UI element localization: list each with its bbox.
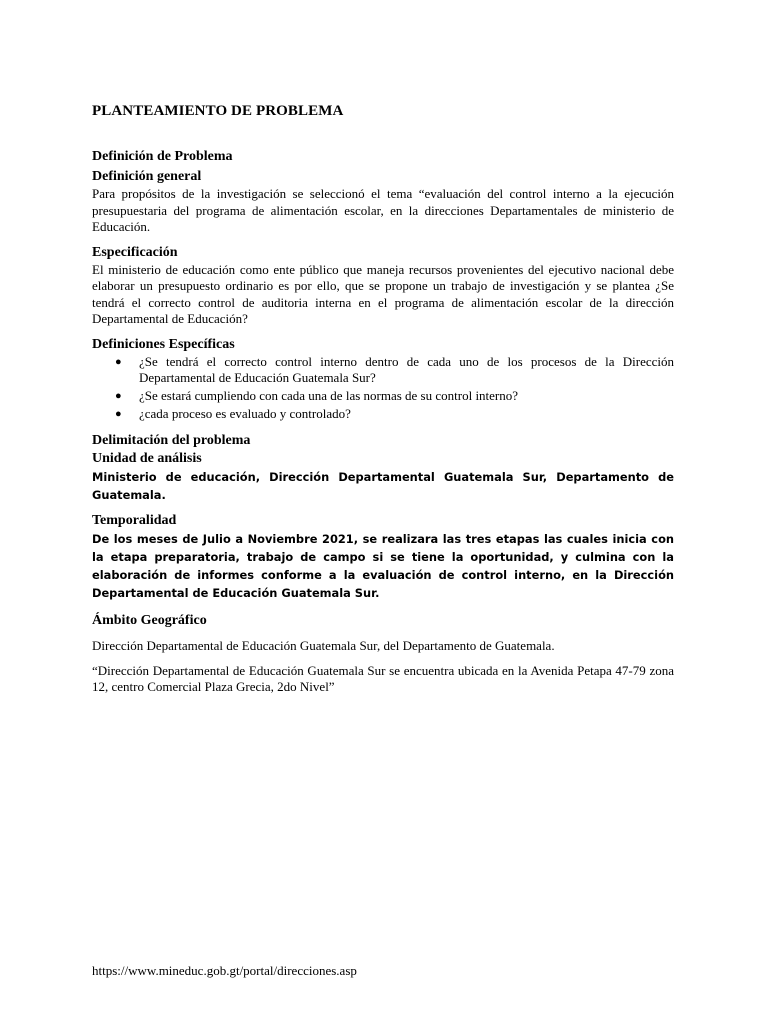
bullet-icon: ● (115, 390, 122, 402)
subheading-definiciones-especificas: Definiciones Específicas (92, 336, 235, 352)
list-item-text: ¿cada proceso es evaluado y controlado? (139, 406, 351, 421)
paragraph-unidad-analisis: Ministerio de educación, Dirección Departamental Guatemala Sur, Departamento de Guatemala. (92, 470, 674, 502)
paragraph-especificacion: El ministerio de educación como ente público que maneja recursos provenientes del ejecutivo nacional debe elaborar un presupuesto ordinario es por ello, que se propone un trabajo de investigación y se plantea ¿Se tendrá el correcto control de auditoria interna en el programa de alimentación escolar de la dirección Departamental de Educación? (92, 261, 674, 326)
page-title: PLANTEAMIENTO DE PROBLEMA (92, 103, 344, 119)
paragraph-ambito-1: Dirección Departamental de Educación Guatemala Sur, del Departamento de Guatemala. (92, 638, 555, 653)
section-heading-definicion-problema: Definición de Problema (92, 149, 233, 164)
paragraph-definicion-general: Para propósitos de la investigación se seleccionó el tema “evaluación del control interno a la ejecución presupuestaria del programa de alimentación escolar, en la direcciones Departamentales de ministerio de Educación. (92, 186, 674, 234)
subheading-delimitacion: Delimitación del problema (92, 433, 251, 448)
subheading-ambito-geografico: Ámbito Geográfico (92, 613, 207, 628)
list-item-text: ¿Se tendrá el correcto control interno dentro de cada uno de los procesos de la Dirección Departamental de Educación Guatemala Sur? (139, 353, 674, 385)
subheading-unidad-analisis: Unidad de análisis (92, 451, 202, 466)
document-body (92, 101, 674, 696)
paragraph-temporalidad: De los meses de Julio a Noviembre 2021, se realizara las tres etapas las cuales inicia con la etapa preparatoria, trabajo de campo si se tiene la oportunidad, y culmina con la elaboración de informes conforme a la evaluación de control interno, en la Dirección Departamental de Educación Guatemala Sur. (92, 532, 674, 600)
bullet-icon: ● (115, 355, 122, 368)
subheading-especificacion: Especificación (92, 244, 178, 260)
list-item (92, 354, 674, 387)
paragraph-ambito-2: “Dirección Departamental de Educación Guatemala Sur se encuentra ubicada en la Avenida Petapa 47-79 zona 12, centro Comercial Plaza Grecia, 2do Nivel” (92, 662, 674, 694)
list-item-text: ¿Se estará cumpliendo con cada una de las normas de su control interno? (139, 388, 519, 403)
subheading-temporalidad: Temporalidad (92, 513, 177, 528)
bullet-icon: ● (115, 408, 122, 420)
list-item (92, 406, 674, 423)
subheading-definicion-general: Definición general (92, 169, 202, 184)
footer-link[interactable]: https://www.mineduc.gob.gt/portal/direcciones.asp (92, 963, 357, 978)
list-item (92, 388, 674, 405)
bullet-list (92, 354, 674, 423)
